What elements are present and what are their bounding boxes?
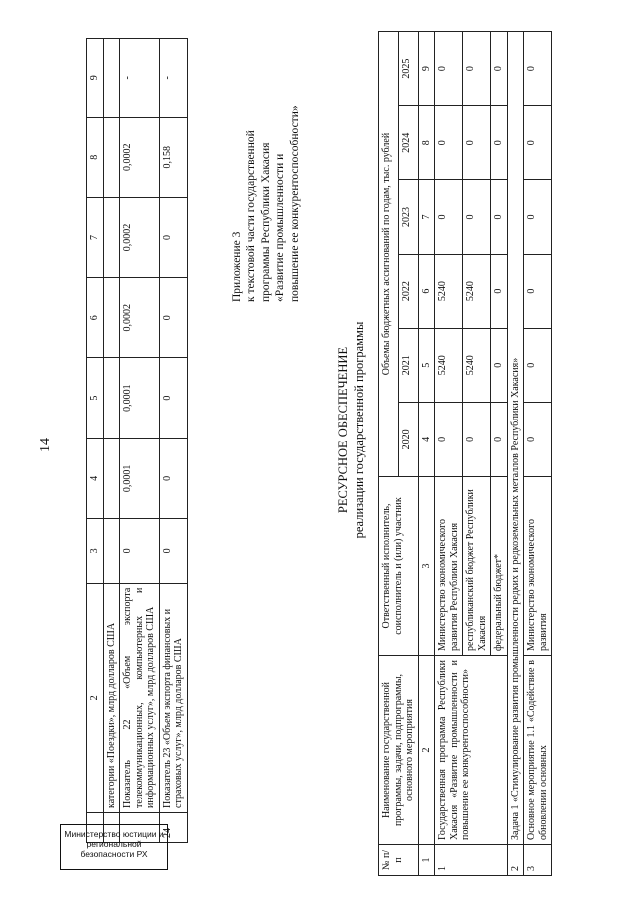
header-year: 2023 bbox=[398, 180, 418, 254]
table-row bbox=[103, 39, 120, 843]
column-number-row bbox=[418, 32, 435, 876]
table-row bbox=[524, 32, 552, 876]
task-text: Задача 1 «Стимулирование развития промышленности редких и редкоземельных металлов Республики Хакасия» bbox=[507, 32, 524, 845]
row-name: Показатель 23 «Объем экспорта финансовых и страховых услуг», млрд долларов США bbox=[159, 583, 187, 812]
appendix-line: к текстовой части государственной bbox=[245, 130, 258, 302]
value-cell: 0 bbox=[524, 106, 552, 180]
header-cell: 2 bbox=[87, 583, 104, 812]
value-cell: 0,0001 bbox=[120, 438, 160, 518]
value-cell: 0 bbox=[435, 106, 463, 180]
row-exec: федеральный бюджет* bbox=[491, 477, 508, 656]
value-cell bbox=[103, 438, 120, 518]
table-row bbox=[159, 39, 187, 843]
value-cell: - bbox=[159, 39, 187, 118]
value-cell: 5240 bbox=[435, 254, 463, 328]
column-number: 3 bbox=[418, 477, 435, 656]
appendix-line: программы Республики Хакасия bbox=[259, 142, 272, 302]
value-cell: 0 bbox=[159, 358, 187, 438]
resource-table bbox=[378, 31, 552, 876]
value-cell: 0 bbox=[159, 519, 187, 584]
document-title bbox=[336, 290, 367, 570]
value-cell: 0 bbox=[524, 402, 552, 476]
value-cell: - bbox=[120, 39, 160, 118]
value-cell: 0 bbox=[491, 106, 508, 180]
value-cell: 0 bbox=[491, 32, 508, 106]
value-cell: 0 bbox=[159, 197, 187, 277]
column-number: 9 bbox=[418, 32, 435, 106]
value-cell: 0 bbox=[463, 32, 491, 106]
indicators-table bbox=[86, 38, 188, 843]
row-name: категории «Поездки», млрд долларов США bbox=[103, 583, 120, 812]
header-funds: Объемы бюджетных ассигнований по годам, тыс. рублей bbox=[379, 32, 399, 477]
value-cell: 0,0002 bbox=[120, 278, 160, 358]
value-cell: 5240 bbox=[463, 254, 491, 328]
value-cell: 0 bbox=[120, 519, 160, 584]
value-cell: 0 bbox=[159, 278, 187, 358]
value-cell: 0 bbox=[463, 402, 491, 476]
value-cell bbox=[103, 197, 120, 277]
table-header-row bbox=[87, 39, 104, 843]
header-cell: 4 bbox=[87, 438, 104, 518]
value-cell: 0 bbox=[435, 32, 463, 106]
row-number: 1 bbox=[435, 845, 508, 876]
row-name: Показатель 22 «Объем экспорта телекоммуникационных, компьютерных и информационных услуг», млрд долларов США bbox=[120, 583, 160, 812]
table-header-row bbox=[379, 32, 399, 876]
value-cell: 0,0001 bbox=[120, 358, 160, 438]
value-cell: 0 bbox=[491, 402, 508, 476]
column-number: 4 bbox=[418, 402, 435, 476]
value-cell: 0,158 bbox=[159, 117, 187, 197]
appendix-block bbox=[230, 2, 302, 302]
row-number: 24 bbox=[159, 812, 187, 842]
header-year: 2021 bbox=[398, 328, 418, 402]
column-number: 5 bbox=[418, 328, 435, 402]
value-cell: 0 bbox=[435, 402, 463, 476]
column-number: 8 bbox=[418, 106, 435, 180]
row-name: Основное мероприятие 1.1 «Содействие в обновлении основных bbox=[524, 656, 552, 845]
table-row bbox=[435, 32, 463, 876]
value-cell: 0 bbox=[463, 180, 491, 254]
value-cell: 5240 bbox=[463, 328, 491, 402]
table-row bbox=[120, 39, 160, 843]
ministry-stamp bbox=[60, 824, 168, 870]
header-year: 2025 bbox=[398, 32, 418, 106]
appendix-line: повышение ее конкурентоспособности» bbox=[288, 105, 301, 302]
header-year: 2020 bbox=[398, 402, 418, 476]
value-cell: 0,0002 bbox=[120, 117, 160, 197]
value-cell bbox=[103, 39, 120, 118]
stamp-text: Министерство юстиции и региональной безопасности РХ bbox=[64, 829, 164, 860]
column-number: 6 bbox=[418, 254, 435, 328]
value-cell: 0,0002 bbox=[120, 197, 160, 277]
appendix-line: «Развитие промышленности и bbox=[274, 153, 287, 302]
value-cell: 0 bbox=[491, 328, 508, 402]
value-cell: 0 bbox=[524, 32, 552, 106]
value-cell: 0 bbox=[159, 438, 187, 518]
value-cell: 0 bbox=[524, 180, 552, 254]
value-cell: 0 bbox=[524, 328, 552, 402]
title-main: РЕСУРСНОЕ ОБЕСПЕЧЕНИЕ bbox=[336, 346, 350, 514]
value-cell bbox=[103, 117, 120, 197]
column-number: 2 bbox=[418, 656, 435, 845]
header-year: 2024 bbox=[398, 106, 418, 180]
header-num: № п/п bbox=[379, 845, 419, 876]
header-name: Наименование государственной программы, задачи, подпрограммы, основного мероприятия bbox=[379, 656, 419, 845]
row-exec: республиканский бюджет Республики Хакасия bbox=[463, 477, 491, 656]
header-exec: Ответственный исполнитель, соисполнитель и (или) участник bbox=[379, 477, 419, 656]
appendix-line: Приложение 3 bbox=[231, 231, 243, 302]
value-cell: 0 bbox=[435, 180, 463, 254]
header-cell: 8 bbox=[87, 117, 104, 197]
value-cell bbox=[103, 519, 120, 584]
value-cell: 0 bbox=[463, 106, 491, 180]
header-year: 2022 bbox=[398, 254, 418, 328]
value-cell: 0 bbox=[491, 254, 508, 328]
header-cell: 7 bbox=[87, 197, 104, 277]
column-number: 7 bbox=[418, 180, 435, 254]
column-number: 1 bbox=[418, 845, 435, 876]
task-row bbox=[507, 32, 524, 876]
row-exec: Министерство экономического развития Республики Хакасия bbox=[435, 477, 463, 656]
header-cell: 5 bbox=[87, 358, 104, 438]
row-number: 3 bbox=[524, 845, 552, 876]
row-number: 2 bbox=[507, 845, 524, 876]
row-exec: Министерство экономического развития bbox=[524, 477, 552, 656]
indicators-table-wrap bbox=[86, 38, 188, 843]
value-cell bbox=[103, 278, 120, 358]
value-cell: 0 bbox=[524, 254, 552, 328]
resource-table-wrap bbox=[378, 31, 552, 876]
row-name: Государственная программа Республики Хакасия «Развитие промышленности и повышение ее конкурентоспособности» bbox=[435, 656, 508, 845]
page-number: 14 bbox=[38, 438, 53, 452]
header-cell: 3 bbox=[87, 519, 104, 584]
value-cell bbox=[103, 358, 120, 438]
title-sub: реализации государственной программы bbox=[351, 321, 366, 539]
value-cell: 0 bbox=[491, 180, 508, 254]
value-cell: 5240 bbox=[435, 328, 463, 402]
header-cell: 9 bbox=[87, 39, 104, 118]
header-cell: 6 bbox=[87, 278, 104, 358]
